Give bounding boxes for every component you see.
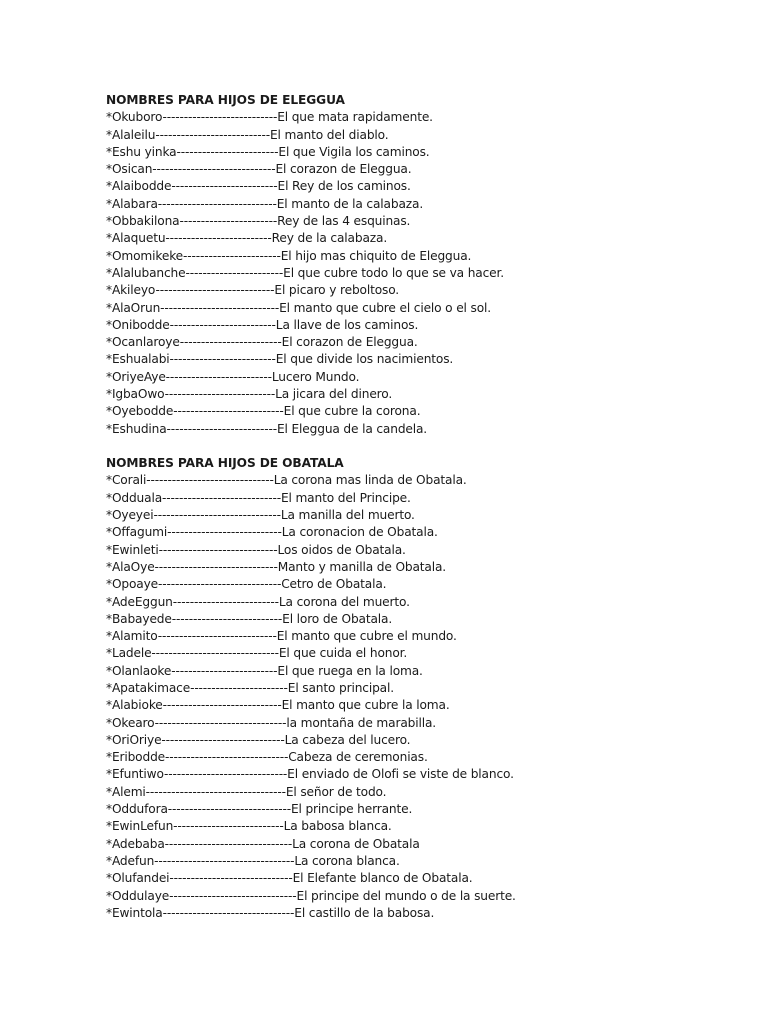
list-item: *Oyebodde--------------------------El que cubre la corona.: [106, 404, 421, 419]
list-item: *Osican-----------------------------El corazon de Eleggua.: [106, 162, 412, 177]
list-item: *Oddulaye------------------------------El principe del mundo o de la suerte.: [106, 888, 516, 903]
list-item: *Omomikeke-----------------------El hijo mas chiquito de Eleggua.: [106, 248, 472, 263]
list-item: *Oyeyei------------------------------La manilla del muerto.: [106, 508, 415, 523]
section-eleggua: [106, 92, 726, 438]
list-item: *Alaleilu---------------------------El manto del diablo.: [106, 127, 389, 142]
list-item: *Alamito----------------------------El manto que cubre el mundo.: [106, 629, 457, 644]
list-item: *Apatakimace-----------------------El santo principal.: [106, 680, 394, 695]
list-item: *Babayede--------------------------El loro de Obatala.: [106, 611, 393, 626]
section-title: NOMBRES PARA HIJOS DE ELEGGUA: [106, 93, 345, 107]
list-item: *Eshualabi-------------------------El que divide los nacimientos.: [106, 352, 454, 367]
list-item: *OriyeAye-------------------------Lucero Mundo.: [106, 369, 360, 384]
list-item: *Ladele------------------------------El que cuida el honor.: [106, 646, 408, 661]
list-item: *AlaOrun----------------------------El manto que cubre el cielo o el sol.: [106, 300, 491, 315]
document-page: [106, 92, 726, 922]
list-item: *Oddufora-----------------------------El principe herrante.: [106, 802, 413, 817]
list-item: *Ewinleti----------------------------Los oidos de Obatala.: [106, 542, 406, 557]
list-item: *Odduala----------------------------El manto del Principe.: [106, 490, 411, 505]
list-item: *Eshu yinka------------------------El que Vigila los caminos.: [106, 144, 430, 159]
list-item: *Opoaye-----------------------------Cetro de Obatala.: [106, 577, 387, 592]
list-item: *Adefun---------------------------------La corona blanca.: [106, 853, 400, 868]
list-item: *Offagumi---------------------------La coronacion de Obatala.: [106, 525, 438, 540]
list-item: *Alaibodde-------------------------El Rey de los caminos.: [106, 179, 411, 194]
list-item: *OriOriye-----------------------------La cabeza del lucero.: [106, 732, 411, 747]
section-spacer: [106, 438, 726, 455]
list-item: *Alalubanche-----------------------El que cubre todo lo que se va hacer.: [106, 265, 504, 280]
list-item: *Olanlaoke-------------------------El que ruega en la loma.: [106, 663, 423, 678]
list-item: *Onibodde-------------------------La llave de los caminos.: [106, 317, 419, 332]
list-item: *Okearo-------------------------------la montaña de marabilla.: [106, 715, 436, 730]
list-item: *Obbakilona-----------------------Rey de las 4 esquinas.: [106, 214, 411, 229]
list-item: *Ocanlaroye------------------------El corazon de Eleggua.: [106, 335, 418, 350]
section-title: NOMBRES PARA HIJOS DE OBATALA: [106, 456, 344, 471]
list-item: *Ewintola-------------------------------El castillo de la babosa.: [106, 905, 435, 920]
list-item: *Okuboro---------------------------El que mata rapidamente.: [106, 110, 433, 125]
list-item: *Akileyo----------------------------El picaro y reboltoso.: [106, 283, 400, 298]
list-item: *Eshudina--------------------------El Eleggua de la candela.: [106, 421, 428, 436]
list-item: *Adebaba------------------------------La corona de Obatala: [106, 836, 420, 851]
list-item: *Efuntiwo-----------------------------El enviado de Olofi se viste de blanco.: [106, 767, 514, 782]
list-item: *Alabara----------------------------El manto de la calabaza.: [106, 196, 424, 211]
list-item: *Alemi---------------------------------El señor de todo.: [106, 784, 387, 799]
list-item: *Eribodde-----------------------------Cabeza de ceremonias.: [106, 750, 428, 765]
list-item: *IgbaOwo--------------------------La jicara del dinero.: [106, 387, 393, 402]
list-item: *Corali------------------------------La corona mas linda de Obatala.: [106, 473, 467, 488]
list-item: *EwinLefun--------------------------La babosa blanca.: [106, 819, 392, 834]
list-item: *Alaquetu-------------------------Rey de la calabaza.: [106, 231, 388, 246]
list-item: *AlaOye-----------------------------Manto y manilla de Obatala.: [106, 559, 447, 574]
list-item: *AdeEggun-------------------------La corona del muerto.: [106, 594, 410, 609]
section-obatala: [106, 455, 726, 922]
list-item: *Alabioke----------------------------El manto que cubre la loma.: [106, 698, 450, 713]
list-item: *Olufandei-----------------------------El Elefante blanco de Obatala.: [106, 871, 473, 886]
